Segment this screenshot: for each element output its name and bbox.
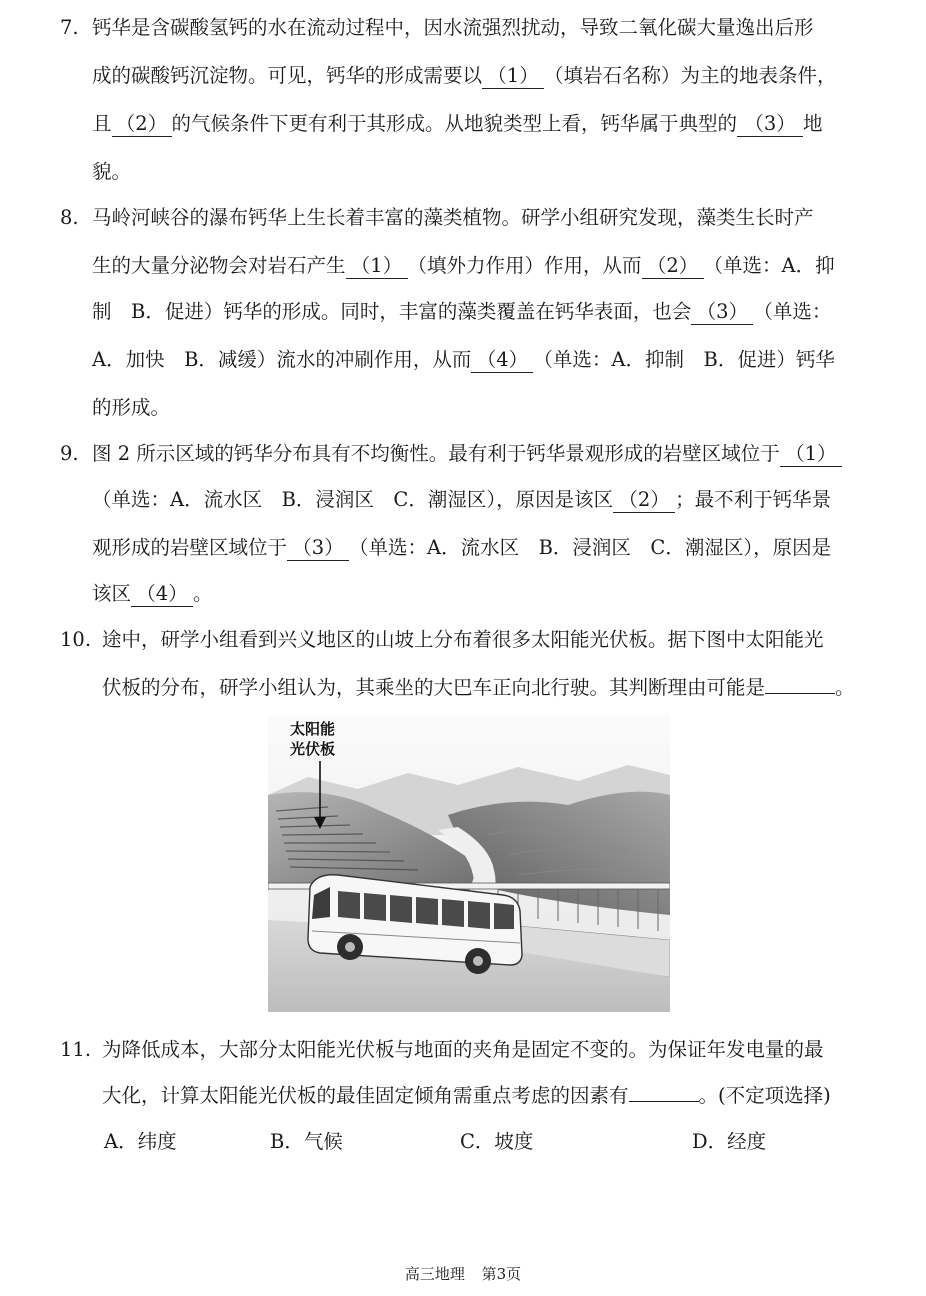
photo-illustration xyxy=(268,715,670,1012)
text-segment: 图 2 所示区域的钙华分布具有不均衡性。最有利于钙华景观形成的岩壁区域位于 xyxy=(92,442,780,465)
answer-blank[interactable]: （1） xyxy=(780,442,842,467)
question-text: 钙华是含碳酸氢钙的水在流动过程中，因水流强烈扰动，导致二氧化碳大量逸出后形 xyxy=(92,16,814,39)
text-segment: （填岩石名称）为主的地表条件， xyxy=(544,64,837,87)
answer-blank[interactable] xyxy=(629,1101,699,1102)
text-segment: A．加快 B．减缓）流水的冲刷作用，从而 xyxy=(92,348,472,371)
text-segment: 。(不定项选择) xyxy=(698,1084,831,1107)
footer-page-number: 第3页 xyxy=(481,1265,522,1283)
label-line: 太阳能 xyxy=(290,720,336,738)
solar-panel-label xyxy=(290,719,335,759)
answer-blank[interactable]: （4） xyxy=(131,582,193,607)
question-text xyxy=(92,298,831,326)
text-segment: 制 B．促进）钙华的形成。同时，丰富的藻类覆盖在钙华表面，也会 xyxy=(92,300,692,323)
question-text: 马岭河峡谷的瀑布钙华上生长着丰富的藻类植物。研学小组研究发现，藻类生长时产 xyxy=(92,206,814,229)
text-segment: （单选：A．流水区 B．浸润区 C．潮湿区），原因是该区 xyxy=(92,488,614,511)
answer-blank[interactable]: （3） xyxy=(691,300,753,325)
option-a[interactable]: A．纬度 xyxy=(104,1130,177,1153)
question-text xyxy=(102,674,855,702)
text-segment: 成的碳酸钙沉淀物。可见，钙华的形成需要以 xyxy=(92,64,483,87)
footer-subject: 高三地理 xyxy=(404,1265,465,1283)
question-text xyxy=(92,252,835,280)
question-text xyxy=(92,110,823,138)
text-segment: （单选：A．抑制 B．促进）钙华 xyxy=(533,348,835,371)
question-text xyxy=(92,534,831,562)
text-segment: 观形成的岩壁区域位于 xyxy=(92,536,288,559)
question-text xyxy=(92,440,842,468)
question-text: 的形成。 xyxy=(92,396,171,419)
answer-blank[interactable]: （1） xyxy=(346,254,408,279)
question-text: 为降低成本，大部分太阳能光伏板与地面的夹角是固定不变的。为保证年发电量的最 xyxy=(102,1038,824,1061)
question-number: 11. xyxy=(60,1038,92,1061)
option-d[interactable]: D．经度 xyxy=(692,1130,767,1153)
answer-blank[interactable] xyxy=(765,693,835,694)
answer-blank[interactable]: （2） xyxy=(112,112,172,137)
text-segment: （单选：A．抑 xyxy=(703,254,835,277)
option-b[interactable]: B．气候 xyxy=(270,1130,343,1153)
question-text xyxy=(92,486,831,514)
question-text xyxy=(102,1082,831,1110)
question-text xyxy=(92,62,837,90)
page-footer xyxy=(0,1264,926,1284)
text-segment: 。 xyxy=(835,676,855,699)
answer-blank[interactable]: （1） xyxy=(482,64,544,89)
question-text: 貌。 xyxy=(92,160,132,183)
text-segment: 大化，计算太阳能光伏板的最佳固定倾角需重点考虑的因素有 xyxy=(102,1084,629,1107)
answer-blank[interactable]: （2） xyxy=(642,254,704,279)
text-segment: 该区 xyxy=(92,582,132,605)
question-text xyxy=(92,346,835,374)
answer-blank[interactable]: （2） xyxy=(613,488,675,513)
text-segment: 伏板的分布，研学小组认为，其乘坐的大巴车正向北行驶。其判断理由可能是 xyxy=(102,676,766,699)
answer-blank[interactable]: （4） xyxy=(471,348,533,373)
question-number: 8. xyxy=(60,206,79,229)
option-c[interactable]: C．坡度 xyxy=(460,1130,534,1153)
text-segment: （单选：A．流水区 B．浸润区 C．潮湿区），原因是 xyxy=(349,536,832,559)
bus-solar-panel-photo xyxy=(268,715,670,1012)
question-text: 途中，研学小组看到兴义地区的山坡上分布着很多太阳能光伏板。据下图中太阳能光 xyxy=(102,628,824,651)
answer-blank[interactable]: （3） xyxy=(287,536,349,561)
question-text xyxy=(92,580,213,608)
label-line: 光伏板 xyxy=(290,740,336,758)
text-segment: （单选： xyxy=(753,300,832,323)
text-segment: （填外力作用）作用，从而 xyxy=(407,254,642,277)
text-segment: 地 xyxy=(803,112,823,135)
text-segment: 生的大量分泌物会对岩石产生 xyxy=(92,254,346,277)
question-number: 7. xyxy=(60,16,79,39)
text-segment: 且 xyxy=(92,112,112,135)
text-segment: ；最不利于钙华景 xyxy=(675,488,832,511)
text-segment: 的气候条件下更有利于其形成。从地貌类型上看，钙华属于典型的 xyxy=(171,112,738,135)
text-segment: 。 xyxy=(193,582,213,605)
answer-blank[interactable]: （3） xyxy=(737,112,803,137)
question-number: 10. xyxy=(60,628,92,651)
question-number: 9. xyxy=(60,442,79,465)
